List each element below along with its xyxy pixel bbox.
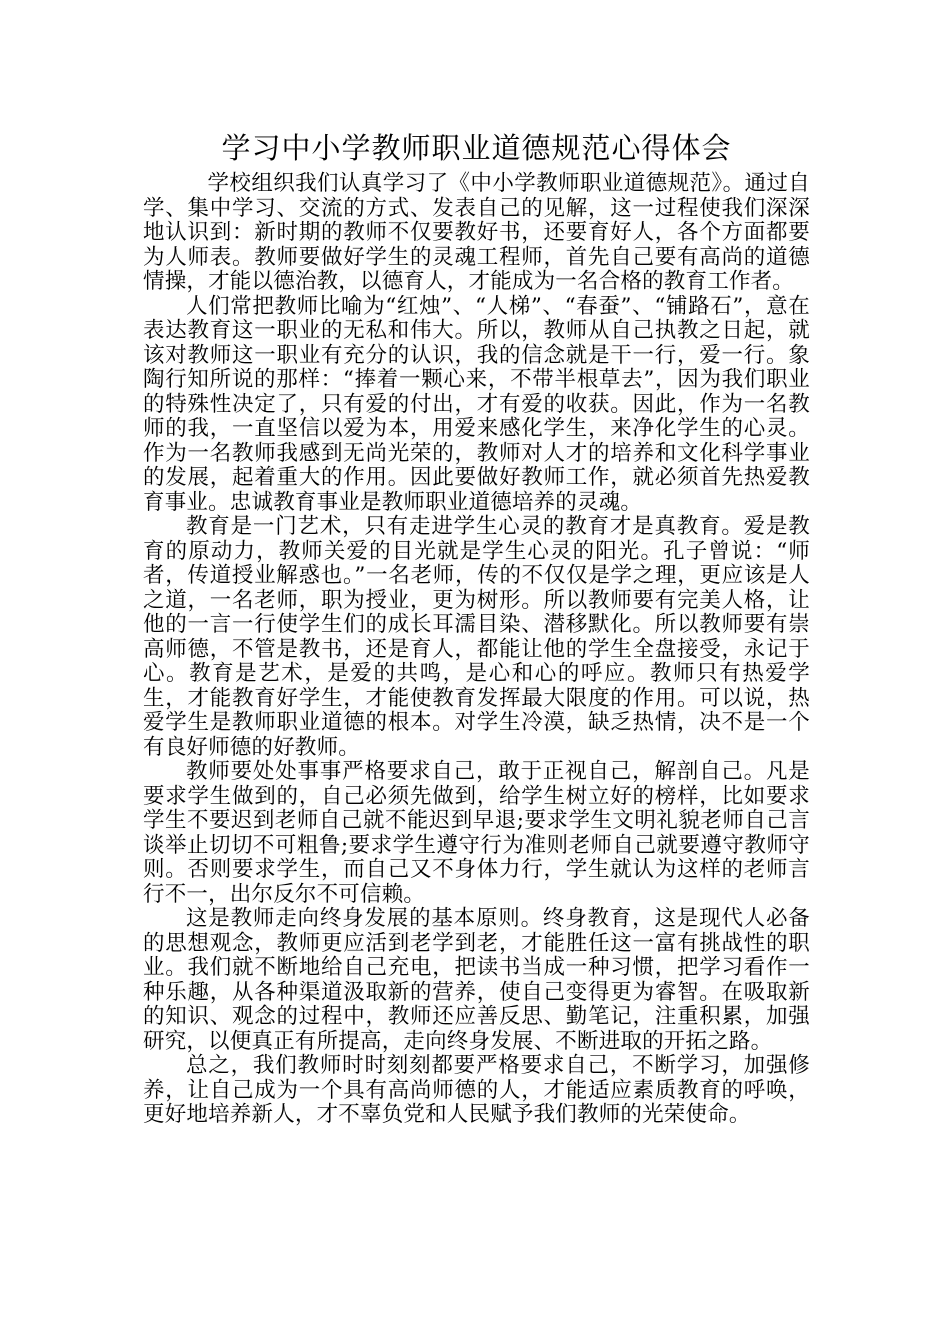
paragraph-3: 教育是一门艺术，只有走进学生心灵的教育才是真教育。爱是教育的原动力，教师关爱的目光就是学生心灵的阳光。孔子曾说：“师者，传道授业解惑也。”一名老师，传的不仅仅是学之理，更应该是人之道，一名老师，职为授业，更为树形。所以教师要有完美人格，让他的一言一行使学生们的成长耳濡目染、潜移默化。所以教师要有崇高师德，不管是教书，还是育人，都能让他的学生全盘接受，永记于心。教育是艺术，是爱的共鸣，是心和心的呼应。教师只有热爱学生，才能教育好学生，才能使教育发挥最大限度的作用。可以说，热爱学生是教师职业道德的根本。对学生冷漠，缺乏热情，决不是一个有良好师德的好教师。 bbox=[143, 514, 810, 760]
paragraph-6: 总之，我们教师时时刻刻都要严格要求自己，不断学习，加强修养，让自己成为一个具有高尚师德的人，才能适应素质教育的呼唤，更好地培养新人，才不辜负党和人民赋予我们教师的光荣使命。 bbox=[143, 1053, 810, 1127]
paragraph-1: 学校组织我们认真学习了《中小学教师职业道德规范》。通过自学、集中学习、交流的方式、发表自己的见解，这一过程使我们深深地认识到：新时期的教师不仅要教好书，还要育好人，各个方面都要为人师表。教师要做好学生的灵魂工程师，首先自己要有高尚的道德情操，才能以德治教，以德育人，才能成为一名合格的教育工作者。 bbox=[143, 171, 810, 294]
paragraph-2: 人们常把教师比喻为“红烛”、“人梯”、“春蚕”、“铺路石”，意在表达教育这一职业的无私和伟大。所以，教师从自己执教之日起，就该对教师这一职业有充分的认识，我的信念就是干一行，爱一行。象陶行知所说的那样：“捧着一颗心来，不带半根草去”，因为我们职业的特殊性决定了，只有爱的付出，才有爱的收获。因此，作为一名教师的我，一直坚信以爱为本，用爱来感化学生，来净化学生的心灵。作为一名教师我感到无尚光荣的，教师对人才的培养和文化科学事业的发展，起着重大的作用。因此要做好教师工作，就必须首先热爱教育事业。忠诚教育事业是教师职业道德培养的灵魂。 bbox=[143, 293, 810, 515]
paragraph-5: 这是教师走向终身发展的基本原则。终身教育，这是现代人必备的思想观念，教师更应活到老学到老，才能胜任这一富有挑战性的职业。我们就不断地给自己充电，把读书当成一种习惯，把学习看作一种乐趣，从各种渠道汲取新的营养，使自己变得更为睿智。在吸取新的知识、观念的过程中，教师还应善反思、勤笔记，注重积累，加强研究，以便真正有所提高，走向终身发展、不断进取的开拓之路。 bbox=[143, 906, 810, 1054]
paragraph-4: 教师要处处事事严格要求自己，敢于正视自己，解剖自己。凡是要求学生做到的，自己必须先做到，给学生树立好的榜样，比如要求学生不要迟到老师自己就不能迟到早退;要求学生文明礼貌老师自己言谈举止切切不可粗鲁;要求学生遵守行为准则老师自己就要遵守教师守则。否则要求学生，而自己又不身体力行，学生就认为这样的老师言行不一，出尔反尔不可信赖。 bbox=[143, 759, 810, 907]
document-title: 学习中小学教师职业道德规范心得体会 bbox=[221, 131, 732, 165]
document-page bbox=[143, 128, 810, 1128]
